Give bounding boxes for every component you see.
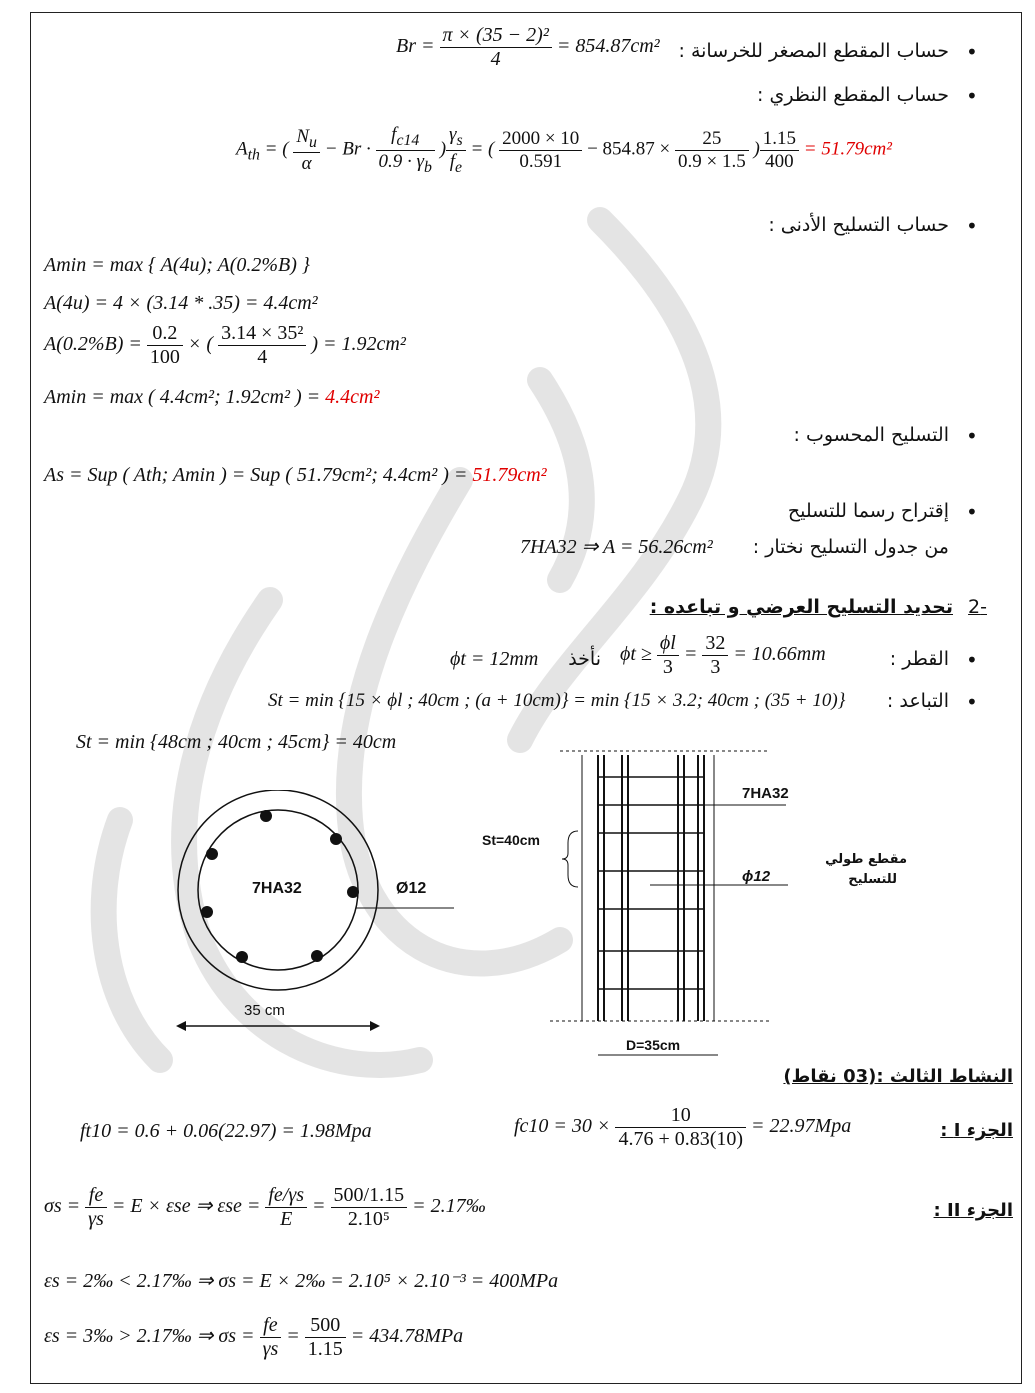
choice-formula: 7HA32 ⇒ A = 56.26cm²: [520, 536, 713, 558]
section2-number: -2: [968, 596, 987, 618]
rebar: [330, 833, 342, 845]
fc10-formula: fc10 = 30 × $\frac{10}{4.76 + 0.83(10)}$ = 22.97Mpa: [514, 1104, 852, 1150]
long-tie-label: ϕ12: [742, 868, 771, 885]
long-dim-label: D=35cm: [626, 1037, 681, 1053]
br-label: حساب المقطع المصغر للخرسانة :: [678, 40, 949, 62]
rebar: [201, 906, 213, 918]
ath-result: = 51.79cm²: [803, 138, 892, 160]
amin-line3: A(0.2%B) = $\frac{0.2}{100}$ × ( $\frac{\text{3.14 × 35²}}{4}$ ) = 1.92cm²: [44, 322, 406, 368]
cross-bars-label: 7HA32: [252, 880, 302, 897]
arrow-right-icon: [370, 1021, 380, 1031]
long-caption-line2: للتسليح: [848, 872, 897, 887]
ath-label: حساب المقطع النظري :: [757, 84, 949, 106]
choice-label: إقتراح رسما للتسليح: [787, 500, 949, 522]
ath-formula: $A_{th}$ = ( $\frac{N_u}{\alpha}$ − Br · $\frac{f_{c14}}{0.9 \cdot \gamma_b}$ ) $\frac{\gamma_s}{f_e}$ = ( $\frac{2000 \times 10}{0.591}$ − 854.87 × $\frac{25}{0.9 \times 1.5}$ ) $\frac{1.15}{400}$ = 51.79cm²: [236, 124, 892, 176]
min-label: حساب التسليح الأدنى :: [768, 214, 949, 236]
eps1-formula: εs = 2‰ < 2.17‰ ⇒ σs = E × 2‰ = 2.10⁵ × 2.10⁻³ = 400MPa: [44, 1270, 559, 1292]
rebar: [206, 848, 218, 860]
diam-choice: ϕt = 12mm: [450, 648, 539, 670]
cross-section-diagram: [170, 790, 470, 1050]
rebar: [311, 950, 323, 962]
long-caption-line1: مقطع طولي: [825, 852, 907, 867]
arrow-left-icon: [176, 1021, 186, 1031]
diam-label: القطر :: [889, 648, 949, 670]
bullet: •: [966, 500, 978, 524]
bullet: •: [966, 40, 978, 64]
spacing-formula: St = min {15 × ϕl ; 40cm ; (a + 10cm)} = min {15 × 3.2; 40cm ; (35 + 10)}: [268, 690, 846, 711]
bullet: •: [966, 84, 978, 108]
rebar: [347, 886, 359, 898]
br-formula: Br = $\frac{\text{π × (35 − 2)²}}{4}$ = 854.87cm²: [396, 24, 660, 70]
eps2-formula: εs = 3‰ > 2.17‰ ⇒ σs = $\frac{fe}{\gamma s}$ = $\frac{500}{1.15}$ = 434.78MPa: [44, 1314, 464, 1360]
bullet: •: [966, 690, 978, 714]
activity3-title: النشاط الثالث :(03 نقاط): [783, 1066, 1013, 1087]
table-label: من جدول التسليح نختار :: [752, 536, 949, 558]
amin-line1: Amin = max { A(4u); A(0.2%B) }: [44, 254, 310, 276]
rebar: [236, 951, 248, 963]
bullet: •: [966, 424, 978, 448]
calc-label: التسليح المحسوب :: [793, 424, 949, 446]
section2-title: تحديد التسليح العرضي و تباعده :: [649, 596, 953, 618]
as-line: As = Sup ( Ath; Amin ) = Sup ( 51.79cm²; 4.4cm² ) = 51.79cm²: [44, 464, 547, 486]
part1-label: الجزء I :: [940, 1120, 1013, 1141]
rebar: [260, 810, 272, 822]
long-spacing-label: St=40cm: [482, 832, 540, 848]
long-bars-label: 7HA32: [742, 785, 789, 802]
amin-line4: Amin = max ( 4.4cm²; 1.92cm² ) = 4.4cm²: [44, 386, 380, 408]
cross-tie-label: Ø12: [396, 880, 427, 897]
sigma-formula: σs = $\frac{fe}{\gamma s}$ = E × εse ⇒ εse = $\frac{fe/\gamma s}{E}$ = $\frac{500/1.15}{\text{2.10⁵}}$ = 2.17‰: [44, 1184, 486, 1230]
spacing-label: التباعد :: [886, 690, 949, 712]
bullet: •: [966, 214, 978, 238]
diam-formula: ϕt ≥ $\frac{\phi l}{3}$ = $\frac{32}{3}$ = 10.66mm: [620, 632, 826, 678]
bullet: •: [966, 648, 978, 672]
diam-take: نأخذ: [568, 648, 601, 670]
ties: [598, 777, 704, 989]
part2-label: الجزء II :: [933, 1200, 1013, 1221]
amin-line2: A(4u) = 4 × (3.14 * .35) = 4.4cm²: [44, 292, 318, 314]
spacing-result: St = min {48cm ; 40cm ; 45cm} = 40cm: [76, 731, 397, 753]
spacing-brace: [562, 831, 578, 887]
ft10-formula: ft10 = 0.6 + 0.06(22.97) = 1.98Mpa: [80, 1120, 372, 1142]
cross-dim-label: 35 cm: [244, 1002, 285, 1019]
longitudinal-bars: [598, 755, 704, 1021]
